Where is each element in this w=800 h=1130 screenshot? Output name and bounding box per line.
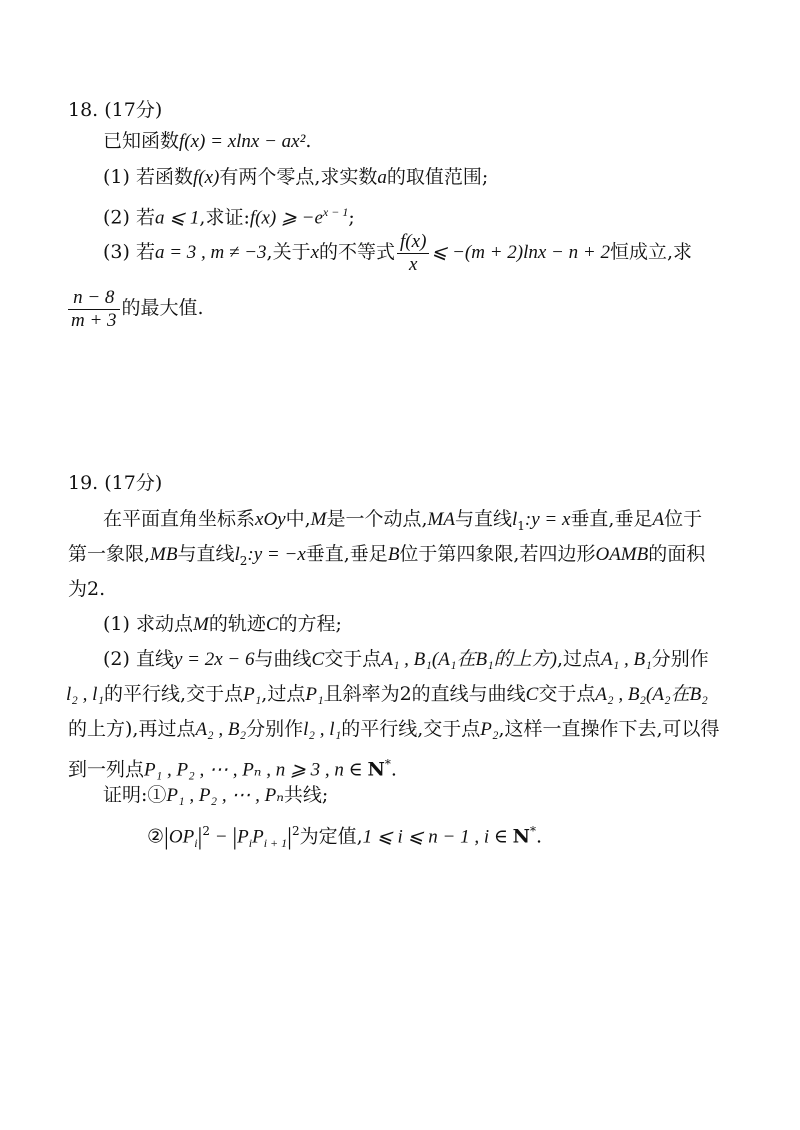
q19-proof2-OP: OP (168, 826, 195, 848)
q18-p2-text-b: ,求证: (199, 206, 250, 229)
q19-l2-P1b: P₁ (305, 684, 324, 705)
q18-p3-cond: a = 3 , m ≠ −3 (154, 242, 267, 263)
q19-proof2-sq: 2 (202, 824, 210, 838)
q19-proof2-bar2-close: | (287, 824, 292, 851)
q19-p2-c: 交于点 (324, 648, 382, 670)
q19-l2-paren: (A₂在B₂ (646, 684, 708, 705)
q19-s2-l2-sub: 2 (239, 553, 248, 568)
q18-p3-text-e: 的最大值. (121, 297, 204, 319)
q19-p2-d: ,过点 (556, 648, 602, 670)
q19-l4-a: 到一列点 (68, 758, 145, 781)
q19-p1-c: 的方程; (278, 613, 342, 635)
q19-l2-A2B2: A₂ , B₂ (595, 684, 647, 705)
q19-p2-a: 直线 (135, 648, 174, 670)
q19-proof1-mark: ① (147, 784, 167, 806)
q19-s2-l2: l (234, 544, 240, 565)
q19-s2-B: B (387, 544, 400, 565)
q19-stem-line1 (103, 506, 702, 539)
q19-s2-OAMB: OAMB (595, 544, 649, 565)
q19-s2-l2-eq: :y = −x (247, 544, 306, 565)
q19-p1-M: M (192, 614, 209, 635)
q19-proof-label: 证明: (103, 784, 148, 806)
q19-s2-c: 垂直,垂足 (305, 543, 388, 565)
q19-proof2-star: * (530, 824, 537, 838)
q18-p3-text-d: 恒成立,求 (609, 241, 692, 263)
q19-l2-e: 交于点 (538, 683, 596, 705)
q19-p2-paren: (A₁在B₁的上方) (431, 649, 557, 670)
q19-proof2-i2: i (248, 836, 253, 851)
q19-part2-line3 (68, 716, 720, 743)
q19-l2-P1: P₁ (243, 684, 262, 705)
q18-p3-frac-den: x (409, 253, 418, 275)
q18-p1-text-c: 的取值范围; (386, 166, 489, 188)
q19-s1-l1-sub: 1 (517, 518, 525, 533)
q18-p2-text-a: 若 (135, 206, 155, 229)
q18-part3 (103, 228, 692, 277)
q19-proof2-end: . (536, 825, 543, 848)
q19-proof2-bar2-open: | (232, 824, 238, 851)
q19-proof2-text: 为定值, (299, 825, 363, 848)
q18-p1-label: (1) (103, 166, 130, 188)
q19-s1-c: 是一个动点, (326, 508, 428, 530)
q19-l4-N: N (367, 758, 385, 781)
q19-proof2-sq2: 2 (291, 824, 300, 838)
q19-proof2-N: N (512, 825, 531, 848)
q18-p3-frac2-num: n − 8 (68, 287, 120, 310)
q19-proof2-P-a: P (237, 826, 249, 848)
q19-s1-A: A (652, 509, 665, 530)
q19-l2-a: l₂ , l₁ (66, 684, 105, 705)
q19-proof2-bar-open: | (164, 824, 169, 851)
q19-p2-A1B1b: A₁ , B₁ (601, 649, 652, 670)
q19-proof2-i: i (194, 836, 198, 851)
q18-p3-frac-num: f(x) (397, 231, 429, 254)
q18-p3-fraction (397, 231, 429, 276)
q19-proof1-text: 共线; (283, 784, 329, 806)
q19-p1-C: C (265, 614, 279, 635)
q19-part2-line2 (66, 681, 708, 708)
q19-p2-eq: y = 2x − 6 (173, 649, 255, 670)
q19-l4-end: . (390, 758, 397, 781)
q19-proof2-minus: − (209, 826, 233, 848)
q19-s1-xoy: xOy (255, 509, 286, 530)
q19-p1-b: 的轨迹 (208, 613, 266, 635)
q19-proof2-i1: i + 1 (263, 836, 288, 851)
q19-l2-d: 且斜率为2的直线与曲线 (323, 683, 526, 705)
q19-s2-a: 第一象限, (68, 543, 151, 565)
q19-s1-M: M (310, 509, 327, 530)
q19-p1-label: (1) (103, 613, 130, 635)
q19-s2-MB: MB (150, 544, 178, 565)
q19-p2-e: 分别作 (651, 648, 709, 670)
q19-l4-star: * (384, 757, 391, 771)
q18-part1 (103, 164, 488, 191)
q18-p3-text-b: ,关于 (266, 241, 311, 263)
q19-l3-P2: P₂ (480, 719, 499, 740)
q19-l3-l: l₂ , l₁ (303, 719, 342, 740)
q19-p2-label: (2) (103, 648, 130, 670)
q18-p1-var: a (377, 167, 387, 188)
q18-p1-text-b: 有两个零点,求实数 (219, 166, 378, 188)
q18-p3-ineq: ⩽ −(m + 2)lnx − n + 2 (431, 242, 610, 263)
q18-p3-fraction2 (68, 287, 120, 332)
q18-p3-frac2-den: m + 3 (71, 309, 117, 331)
q19-p2-C: C (311, 649, 325, 670)
q18-stem-suffix: . (305, 130, 312, 152)
q19-stem-line2 (68, 541, 705, 574)
q18-p2-exp: x − 1 (322, 205, 349, 219)
q18-header (68, 97, 162, 123)
q18-part2 (103, 199, 355, 231)
q19-proof-line2 (147, 815, 542, 859)
q19-l3-a: 的上方),再过点 (68, 718, 196, 740)
q19-s1-l1: l (511, 509, 518, 530)
q19-part1 (103, 611, 342, 638)
q19-proof-line1 (103, 782, 328, 809)
q18-header-text: 18. (17分) (68, 99, 163, 121)
q19-s1-e: 垂直,垂足 (570, 508, 653, 530)
q19-stem-line3 (68, 576, 105, 602)
q18-stem-expr: f(x) = xlnx − ax² (179, 131, 306, 152)
q19-s1-a: 在平面直角坐标系 (103, 508, 256, 530)
q18-p1-text-a: 若函数 (135, 166, 193, 188)
q19-s1-l1-eq: :y = x (524, 509, 571, 530)
q19-s3: 为2. (68, 578, 106, 600)
q19-p1-a: 求动点 (135, 613, 193, 635)
q18-p3-text-a: 若 (135, 241, 155, 263)
q19-proof2-bar-close: | (197, 824, 203, 851)
q19-p2-b: 与曲线 (254, 648, 312, 670)
q18-p3-text-c: 的不等式 (319, 241, 396, 263)
q19-s1-b: 中, (285, 508, 311, 530)
q18-p2-expr: f(x) ⩾ −e (249, 207, 323, 229)
q18-stem-prefix: 已知函数 (103, 130, 180, 152)
q18-p2-end: ; (348, 206, 355, 229)
q18-p2-label: (2) (103, 206, 130, 229)
q19-part2-line1 (103, 646, 709, 673)
q19-l3-c: 的平行线,交于点 (341, 718, 481, 740)
q19-s2-d: 位于第四象限,若四边形 (399, 543, 596, 565)
q19-l3-A2B2: A₂ , B₂ (195, 719, 247, 740)
q18-p2-cond: a ⩽ 1 (154, 207, 200, 229)
q18-part3-cont (66, 284, 204, 332)
q18-p1-expr: f(x) (192, 167, 220, 188)
q19-s1-f: 位于 (664, 508, 703, 530)
q18-p3-var: x (310, 242, 320, 263)
q19-proof2-P-b: P (252, 826, 264, 848)
q19-s1-d: 与直线 (454, 508, 512, 530)
q19-s2-b: 与直线 (177, 543, 235, 565)
q19-l4-seq: P₁ , P₂ , ⋯ , Pₙ , n ⩾ 3 , n ∈ (144, 759, 368, 781)
q19-s2-e: 的面积 (648, 543, 706, 565)
q19-l2-c: ,过点 (261, 683, 306, 705)
q19-part2-line4 (68, 751, 397, 783)
q19-proof2-range: 1 ⩽ i ⩽ n − 1 , i ∈ (362, 826, 513, 848)
q18-stem (103, 128, 311, 155)
q19-proof2-mark: ② (147, 825, 165, 848)
q18-p3-label: (3) (103, 241, 130, 263)
q19-l2-C: C (525, 684, 539, 705)
q19-proof1-seq: P₁ , P₂ , ⋯ , Pₙ (166, 785, 284, 806)
q19-l3-b: 分别作 (246, 718, 304, 740)
q19-p2-A1B1: A₁ , B₁ (381, 649, 432, 670)
q19-l2-b: 的平行线,交于点 (104, 683, 244, 705)
q19-l3-d: ,这样一直操作下去,可以得 (498, 718, 720, 740)
q19-header (68, 470, 162, 496)
q19-header-text: 19. (17分) (68, 472, 163, 494)
q19-s1-MA: MA (427, 509, 455, 530)
